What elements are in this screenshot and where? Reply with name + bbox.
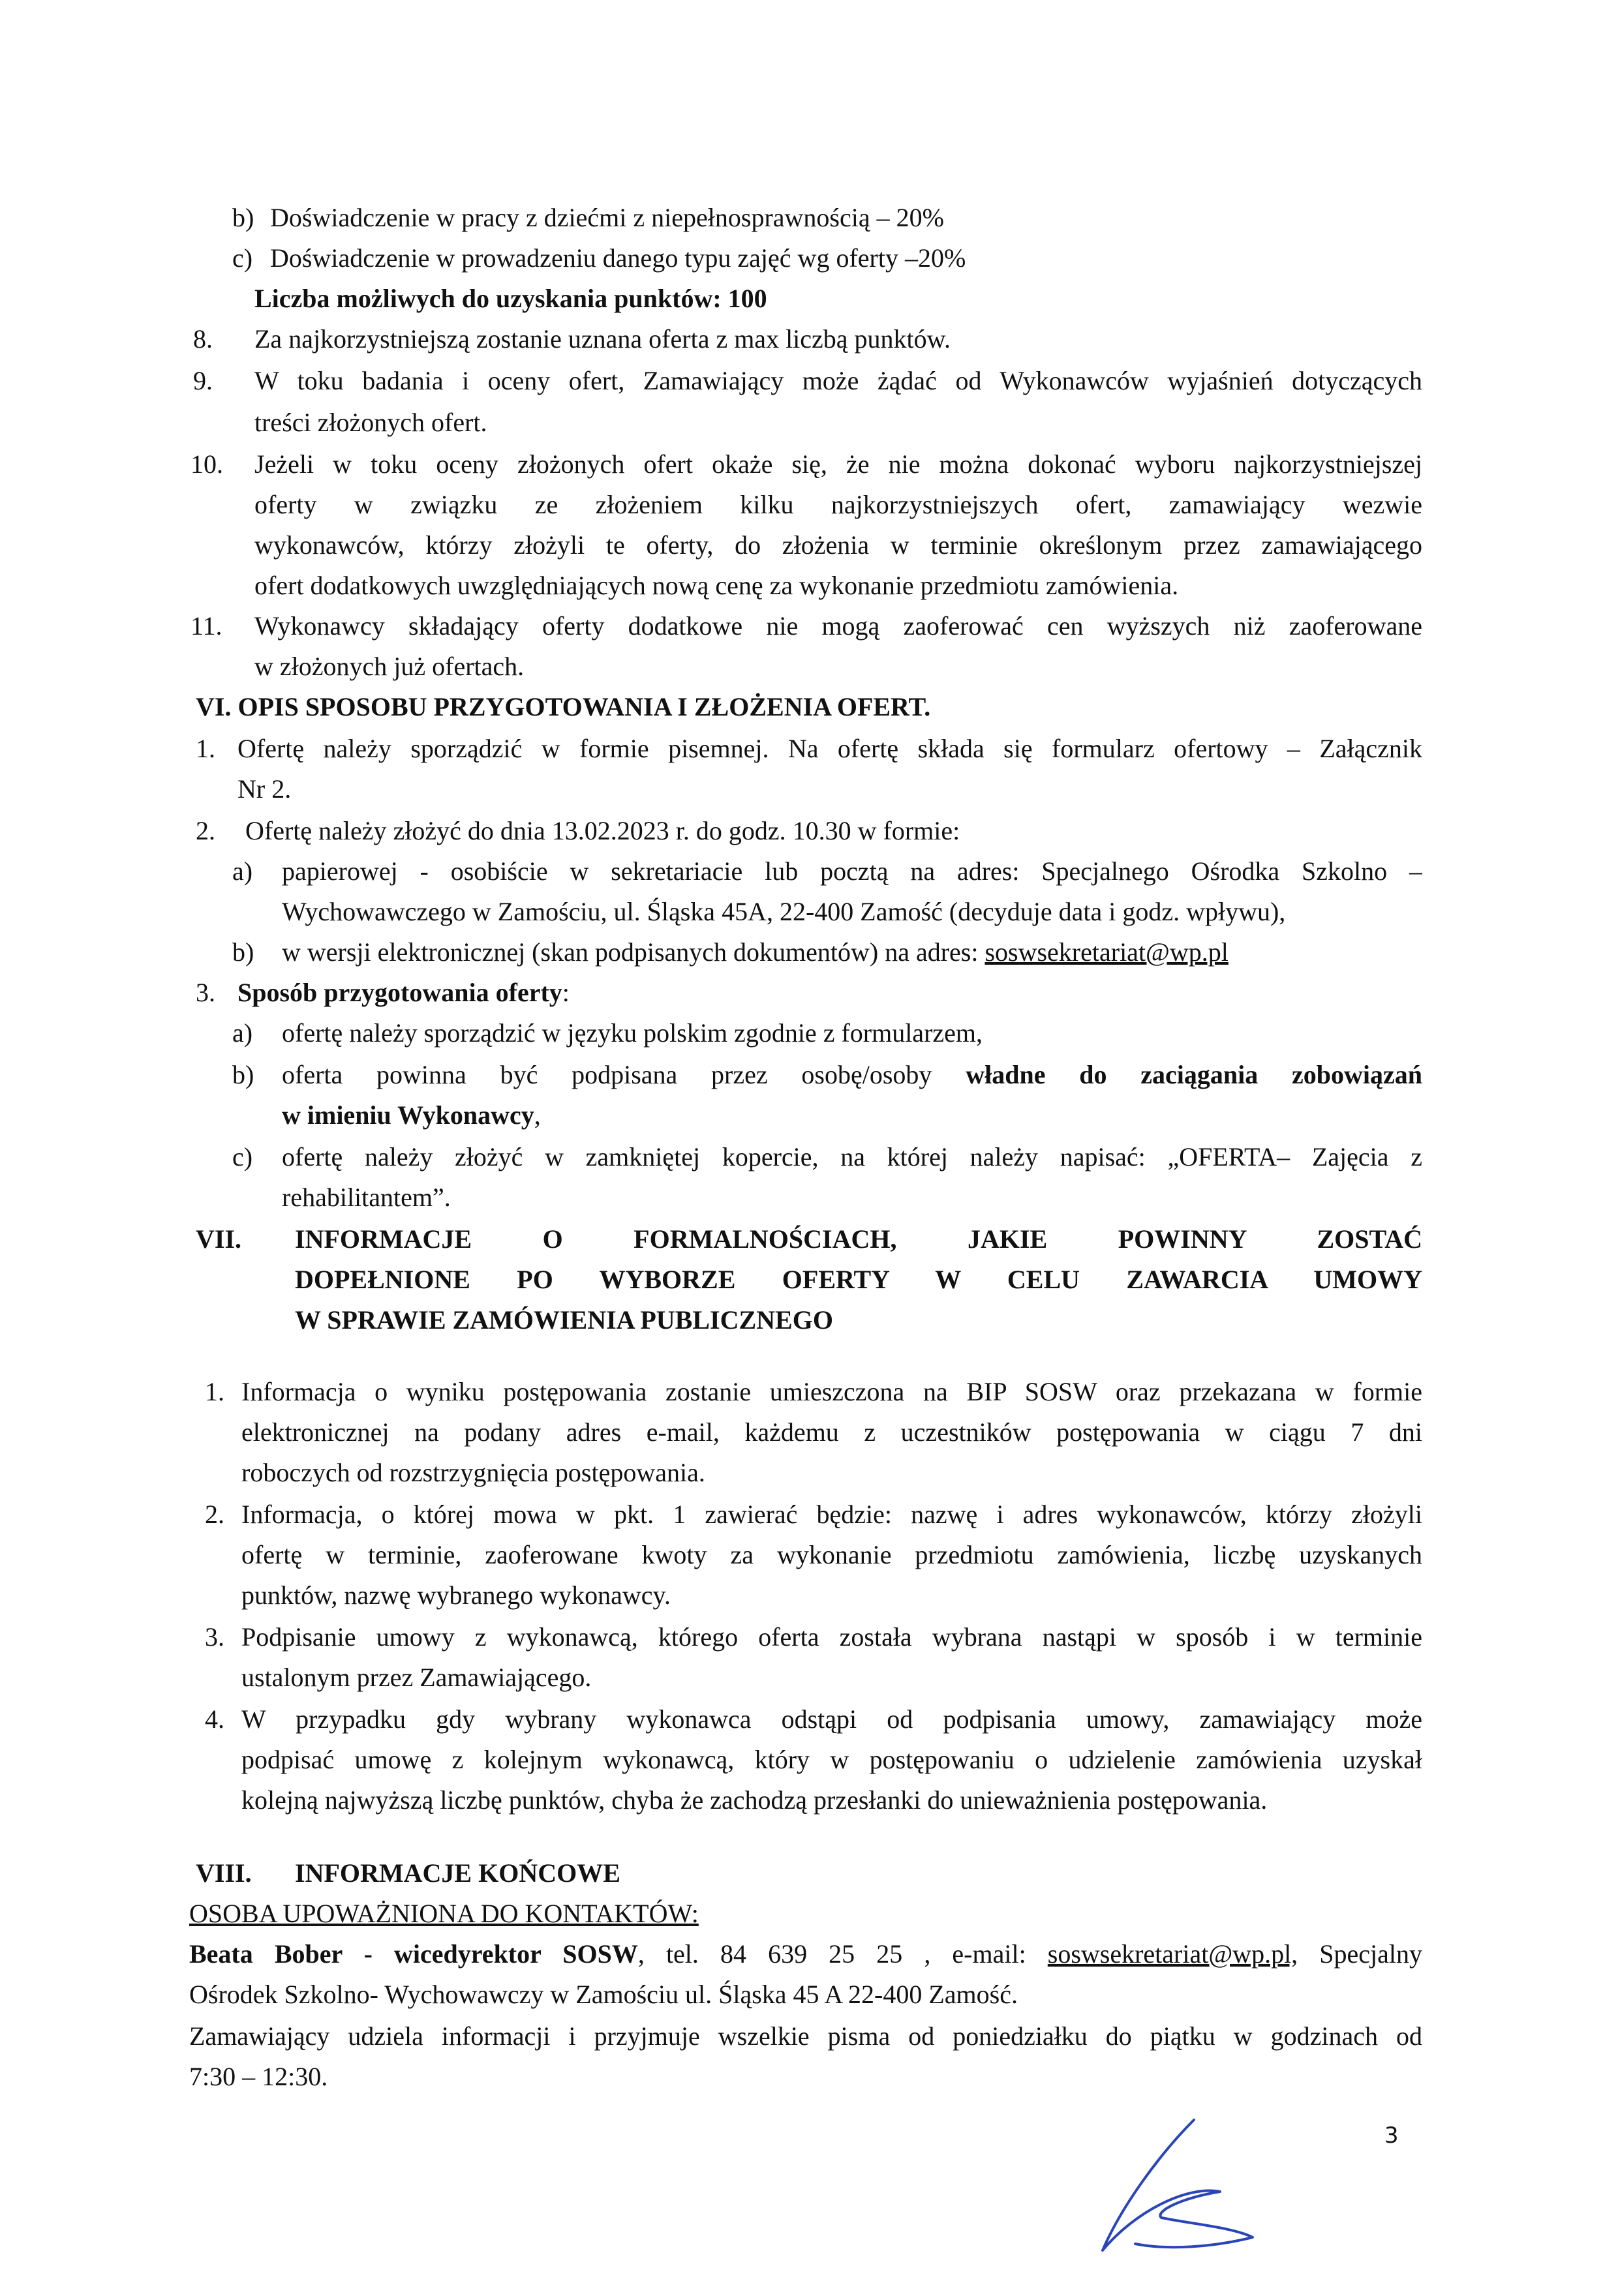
list-marker-c: c) (232, 243, 253, 273)
contact-name: Beata Bober - wicedyrektor SOSW (189, 1939, 638, 1969)
section-vii-heading-line: INFORMACJE O FORMALNOŚCIACH, JAKIE POWINNY ZOSTAĆ (295, 1224, 1422, 1254)
vii-item-2-line: punktów, nazwę wybranego wykonawcy. (241, 1580, 671, 1610)
list-marker-b: b) (232, 1060, 254, 1089)
contact-org: Specjalny (1298, 1939, 1422, 1969)
criterion-b-text: Doświadczenie w pracy z dziećmi z niepełnosprawnością – 20% (270, 203, 944, 232)
contact-phone: , tel. 84 639 25 25 , e-mail: (637, 1939, 1048, 1969)
vi-item-2a-line: Wychowawczego w Zamościu, ul. Śląska 45A, 22-400 Zamość (decyduje data i godz. wpływu), (282, 897, 1286, 926)
section-vii-heading-line: DOPEŁNIONE PO WYBORZE OFERTY W CELU ZAWARCIA UMOWY (295, 1265, 1422, 1294)
contact-address: Ośrodek Szkolno- Wychowawczy w Zamościu ul. Śląska 45 A 22-400 Zamość. (189, 1980, 1018, 2009)
vi-item-3b-line (282, 1058, 1422, 1092)
item-number: 4. (205, 1704, 224, 1734)
list-marker-a: a) (232, 1018, 253, 1048)
item-number: 2. (196, 816, 215, 845)
paragraph-9-line: treści złożonych ofert. (254, 408, 487, 437)
paragraph-9-line: W toku badania i oceny ofert, Zamawiający może żądać od Wykonawców wyjaśnień dotyczących (254, 366, 1422, 395)
item-number: 10. (191, 449, 223, 479)
item-number: 11. (191, 611, 222, 641)
office-hours-line: Zamawiający udziela informacji i przyjmuje wszelkie pisma od poniedziałku do piątku w godzinach od (189, 2021, 1422, 2051)
paragraph-10-line: Jeżeli w toku oceny złożonych ofert okaże się, że nie można dokonać wyboru najkorzystniejszej (254, 449, 1422, 479)
vi-item-3b-plain: oferta powinna być podpisana przez osobę/osoby (282, 1060, 932, 1089)
vii-item-3-line: Podpisanie umowy z wykonawcą, którego oferta została wybrana nastąpi w sposób i w terminie (241, 1622, 1422, 1652)
list-marker-b: b) (232, 937, 254, 967)
vii-item-1-line: roboczych od rozstrzygnięcia postępowania. (241, 1458, 705, 1487)
vi-item-3c-line: rehabilitantem”. (282, 1183, 451, 1212)
vi-item-2b-text: w wersji elektronicznej (skan podpisanych dokumentów) na adres: (282, 937, 985, 967)
paragraph-11-line: Wykonawcy składający oferty dodatkowe nie mogą zaoferować cen wyższych niż zaoferowane (254, 611, 1422, 641)
points-total: Liczba możliwych do uzyskania punktów: 100 (254, 284, 767, 313)
contact-label: OSOBA UPOWAŻNIONA DO KONTAKTÓW: (189, 1899, 699, 1928)
vi-item-2b-line (282, 935, 1229, 969)
list-marker-a: a) (232, 856, 253, 886)
item-number: 1. (196, 734, 215, 763)
vii-item-4-line: podpisać umowę z kolejnym wykonawcą, który w postępowaniu o udzielenie zamówienia uzyskał (241, 1745, 1422, 1774)
item-number: 8. (193, 324, 213, 354)
signature (1083, 2113, 1266, 2263)
vii-item-1-line: Informacja o wyniku postępowania zostanie umieszczona na BIP SOSW oraz przekazana w formie (241, 1377, 1422, 1406)
vi-item-3b-bold: władne do zaciągania zobowiązań (966, 1060, 1422, 1089)
item-number: 1. (205, 1377, 224, 1406)
section-vii-roman: VII. (196, 1224, 242, 1254)
page-number: 3 (1384, 2122, 1399, 2149)
list-marker-b: b) (232, 203, 254, 232)
vi-item-3b-line (282, 1098, 541, 1132)
vii-item-4-line: W przypadku gdy wybrany wykonawca odstąpi od podpisania umowy, zamawiający może (241, 1704, 1422, 1734)
section-viii-heading: INFORMACJE KOŃCOWE (295, 1858, 620, 1888)
paragraph-10-line: oferty w związku ze złożeniem kilku najkorzystniejszych ofert, zamawiający wezwie (254, 490, 1422, 519)
vii-item-4-line: kolejną najwyższą liczbę punktów, chyba że zachodzą przesłanki do unieważnienia postępowania. (241, 1785, 1268, 1815)
vi-item-3-heading: Sposób przygotowania oferty (237, 978, 562, 1007)
office-hours-line: 7:30 – 12:30. (189, 2062, 328, 2091)
vi-item-2a-line: papierowej - osobiście w sekretariacie lub pocztą na adres: Specjalnego Ośrodka Szkolno – (282, 856, 1422, 886)
vii-item-2-line: ofertę w terminie, zaoferowane kwoty za wykonanie przedmiotu zamówienia, liczbę uzyskanych (241, 1540, 1422, 1569)
vi-item-1-line: Nr 2. (237, 774, 292, 804)
vi-item-3-heading-line (237, 976, 570, 1010)
paragraph-10-line: wykonawców, którzy złożyli te oferty, do złożenia w terminie określonym przez zamawiającego (254, 530, 1422, 560)
vii-item-2-line: Informacja, o której mowa w pkt. 1 zawierać będzie: nazwę i adres wykonawców, którzy złożyli (241, 1500, 1422, 1529)
contact-email-link[interactable]: soswsekretariat@wp.pl, (1047, 1939, 1298, 1969)
section-vi-heading: VI. OPIS SPOSOBU PRZYGOTOWANIA I ZŁOŻENIA OFERT. (196, 692, 931, 721)
vi-item-3c-line: ofertę należy złożyć w zamkniętej kopercie, na której należy napisać: „OFERTA– Zajęcia z (282, 1142, 1422, 1171)
criterion-c-text: Doświadczenie w prowadzeniu danego typu zajęć wg oferty –20% (270, 243, 966, 273)
contact-line (189, 1937, 1422, 1971)
vi-item-1-line: Ofertę należy sporządzić w formie pisemnej. Na ofertę składa się formularz ofertowy – Załącznik (237, 734, 1422, 763)
vii-item-1-line: elektronicznej na podany adres e-mail, każdemu z uczestników postępowania w ciągu 7 dni (241, 1417, 1422, 1447)
vi-item-2-text: Ofertę należy złożyć do dnia 13.02.2023 r. do godz. 10.30 w formie: (245, 816, 960, 845)
item-number: 3. (196, 978, 215, 1007)
paragraph-8: Za najkorzystniejszą zostanie uznana oferta z max liczbą punktów. (254, 324, 951, 354)
section-viii-roman: VIII. (196, 1858, 252, 1888)
list-marker-c: c) (232, 1142, 253, 1171)
item-number: 9. (193, 366, 213, 395)
vi-item-3b-bold-2: w imieniu Wykonawcy (282, 1100, 534, 1130)
paragraph-10-line: ofert dodatkowych uwzględniających nową cenę za wykonanie przedmiotu zamówienia. (254, 571, 1179, 600)
paragraph-11-line: w złożonych już ofertach. (254, 652, 525, 681)
vi-item-3-colon: : (562, 978, 570, 1007)
vii-item-3-line: ustalonym przez Zamawiającego. (241, 1663, 592, 1692)
vi-item-3b-comma: , (534, 1100, 541, 1130)
section-vii-heading-line: W SPRAWIE ZAMÓWIENIA PUBLICZNEGO (295, 1305, 833, 1335)
item-number: 2. (205, 1500, 224, 1529)
vi-item-3a-text: ofertę należy sporządzić w języku polskim zgodnie z formularzem, (282, 1018, 983, 1048)
email-link[interactable]: soswsekretariat@wp.pl (985, 937, 1229, 967)
item-number: 3. (205, 1622, 224, 1652)
